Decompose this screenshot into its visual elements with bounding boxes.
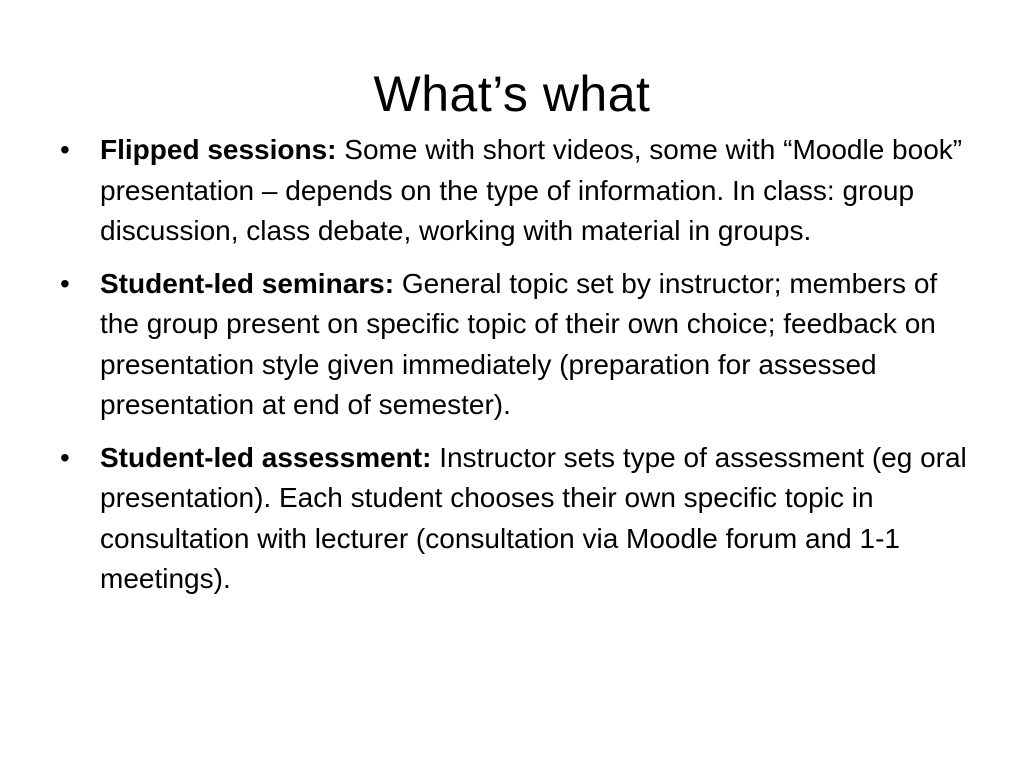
- bullet-text: General topic set by instructor; members of the group present on specific topic of their own choice; feedback on presentation style given immediately (preparation for assessed presentation at end of semester).: [100, 267, 938, 420]
- slide-title: What’s what: [373, 66, 651, 122]
- bullet-dot-icon: •: [60, 441, 70, 473]
- bullet-list: [60, 130, 970, 612]
- bullet-dot-icon: •: [60, 267, 70, 299]
- bullet-item-student-led-seminars: [60, 264, 970, 426]
- bullet-item-flipped-sessions: [60, 130, 970, 252]
- bullet-term: Student-led seminars:: [100, 267, 402, 299]
- bullet-term: Student-led assessment:: [100, 441, 440, 473]
- bullet-dot-icon: •: [60, 134, 70, 165]
- bullet-text: Instructor sets type of assessment (eg oral presentation). Each student chooses their own specific topic in consultation with lecturer (consultation via Moodle forum and 1-1 meetings).: [100, 441, 967, 594]
- bullet-term: Flipped sessions:: [100, 134, 345, 165]
- bullet-item-student-led-assessment: [60, 438, 970, 600]
- bullet-text: Some with short videos, some with “Moodle book” presentation – depends on the type of information. In class: group discussion, class debate, working with material in groups.: [100, 134, 963, 246]
